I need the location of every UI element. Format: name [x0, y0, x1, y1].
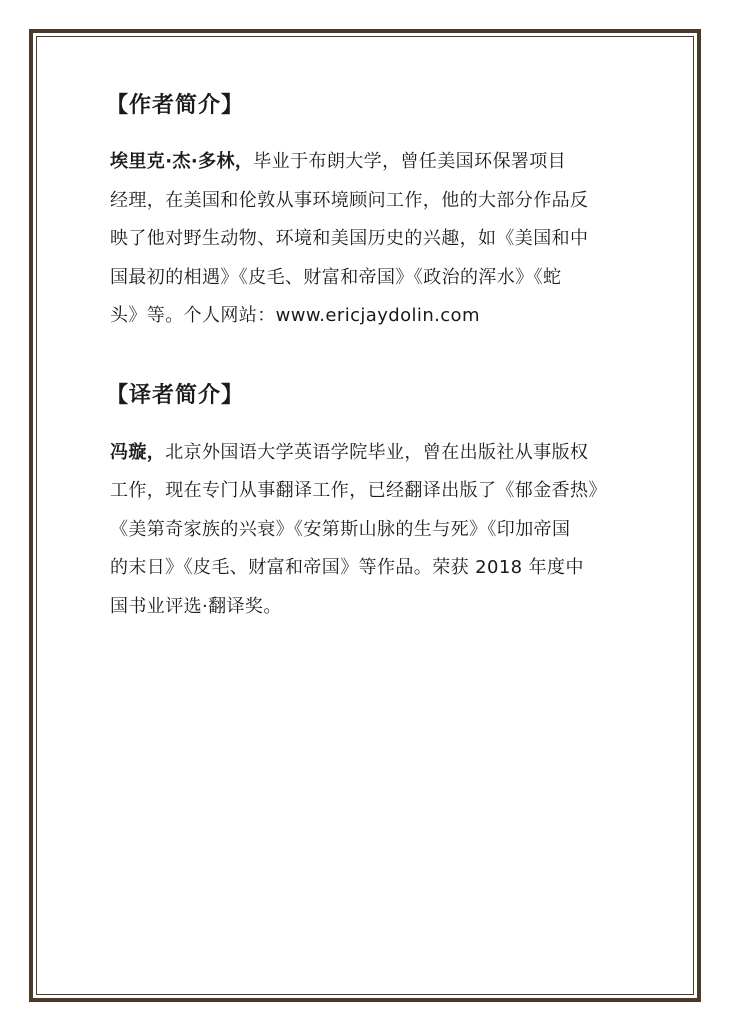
author-bio-line: 国最初的相遇》《皮毛、财富和帝国》《政治的浑水》《蛇	[110, 266, 562, 288]
author-bio-line: 毕业于布朗大学，曾任美国环保署项目	[253, 151, 567, 172]
author-bio-line: 映了他对野生动物、环境和美国历史的兴趣，如《美国和中	[110, 228, 589, 249]
author-name: 埃里克·杰·多林，	[110, 151, 254, 172]
translator-section	[106, 381, 630, 627]
translator-bio-line: 北京外国语大学英语学院毕业，曾在出版社从事版权	[165, 441, 589, 463]
author-section	[106, 91, 630, 336]
translator-bio-line: 《美第奇家族的兴衰》《安第斯山脉的生与死》《印加帝国	[110, 518, 571, 540]
author-bio	[110, 143, 630, 336]
author-bio-line: 头》等。个人网站：www.ericjaydolin.com	[110, 305, 480, 326]
page-content	[106, 88, 630, 626]
translator-bio	[110, 434, 630, 627]
author-bio-line: 经理，在美国和伦敦从事环境顾问工作，他的大部分作品反	[110, 189, 589, 211]
translator-bio-line: 工作，现在专门从事翻译工作，已经翻译出版了《郁金香热》	[110, 480, 607, 501]
translator-heading: 【译者简介】	[106, 382, 245, 408]
translator-bio-line: 的末日》《皮毛、财富和帝国》等作品。荣获 2018 年度中	[110, 557, 584, 578]
translator-bio-line: 国书业评选·翻译奖。	[110, 595, 282, 617]
translator-name: 冯璇，	[110, 441, 166, 463]
author-heading: 【作者简介】	[106, 93, 245, 118]
